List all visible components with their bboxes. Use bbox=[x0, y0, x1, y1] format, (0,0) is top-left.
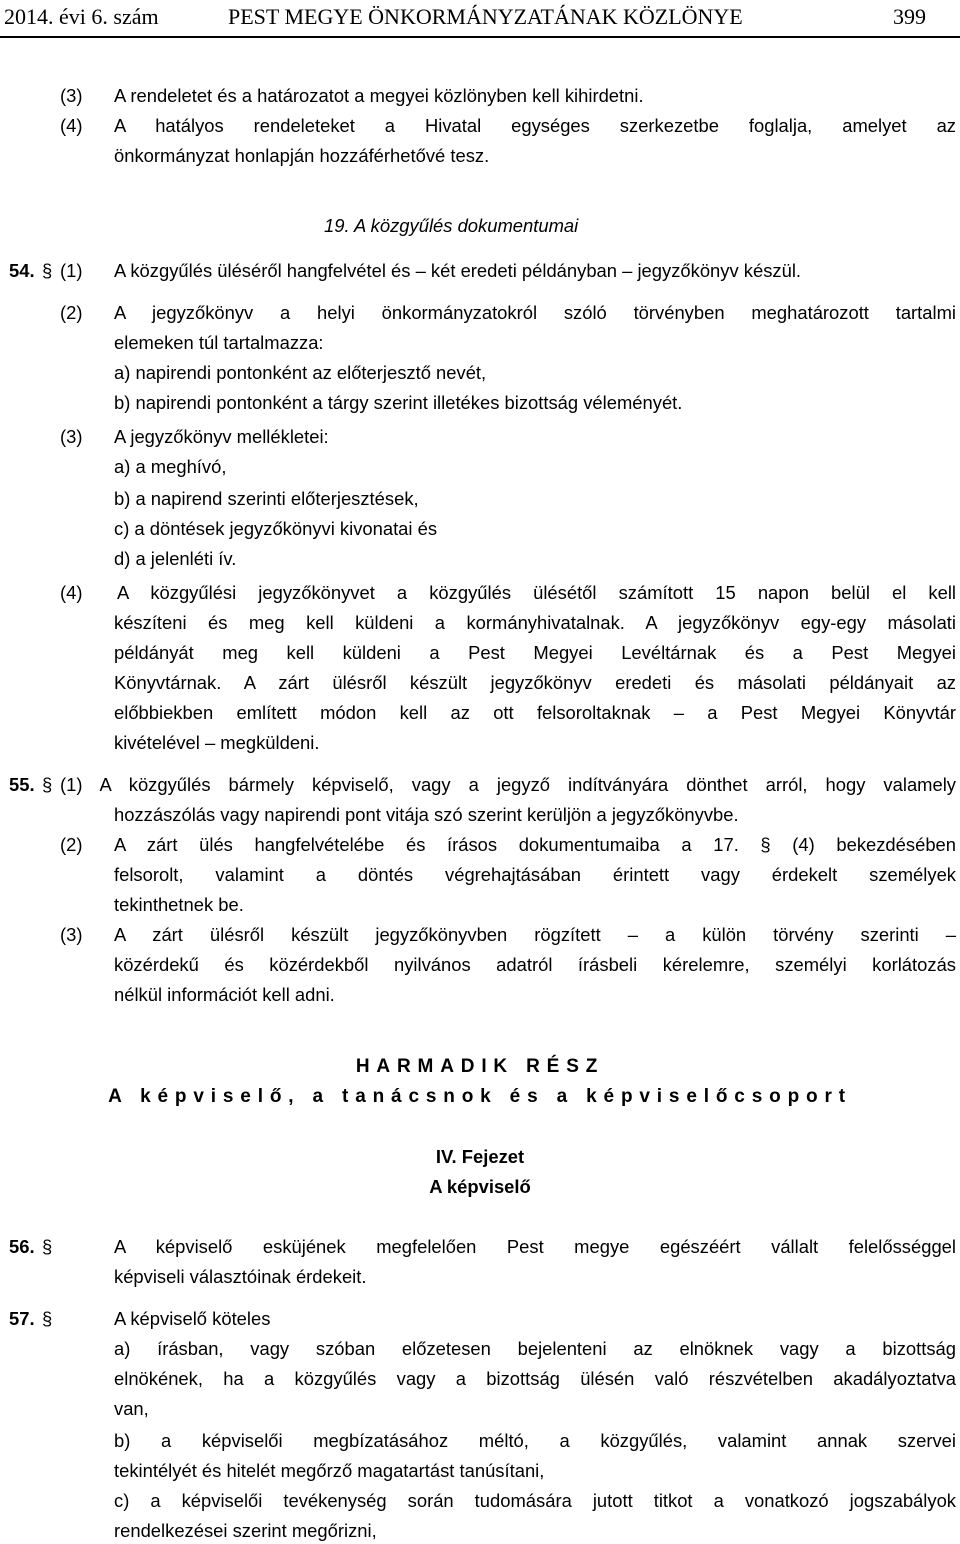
list-item: van, bbox=[114, 1398, 149, 1419]
list-item: c) a képviselői tevékenység során tudomására jutott titkot a vonatkozó jogszabályok bbox=[114, 1490, 956, 1511]
para-text: A zárt ülés hangfelvételébe és írásos dokumentumaiba a 17. § (4) bekezdésében bbox=[114, 834, 956, 855]
list-item: b) a képviselői megbízatásához méltó, a közgyűlés, valamint annak szervei bbox=[114, 1430, 956, 1451]
para-number: (3) bbox=[60, 426, 83, 447]
list-item: a) a meghívó, bbox=[114, 456, 227, 477]
section-number: 55. bbox=[9, 774, 35, 795]
para-text: A rendeletet és a határozatot a megyei közlönyben kell kihirdetni. bbox=[114, 85, 644, 106]
para-text: A képviselő köteles bbox=[114, 1308, 271, 1329]
list-item: a) írásban, vagy szóban előzetesen bejelenteni az elnöknek vagy a bizottság bbox=[114, 1338, 956, 1359]
list-item: b) napirendi pontonként a tárgy szerint illetékes bizottság véleményét. bbox=[114, 392, 683, 413]
para-text: hozzászólás vagy napirendi pont vitája szó szerint kerüljön a jegyzőkönyvbe. bbox=[114, 804, 739, 825]
para-text: elemeken túl tartalmazza: bbox=[114, 332, 324, 353]
para-text: nélkül információt kell adni. bbox=[114, 984, 335, 1005]
para-text: A hatályos rendeleteket a Hivatal egységes szerkezetbe foglalja, amelyet az bbox=[114, 115, 956, 136]
para-text: készíteni és meg kell küldeni a kormányhivatalnak. A jegyzőkönyv egy-egy másolati bbox=[114, 612, 956, 633]
list-item: rendelkezései szerint megőrizni, bbox=[114, 1520, 377, 1541]
para-text: (1) A közgyűlés bármely képviselő, vagy a jegyző indítványára dönthet arról, hogy valamely bbox=[60, 774, 956, 795]
issue-label: 2014. évi 6. szám bbox=[4, 4, 159, 29]
section-number: 56. bbox=[9, 1236, 35, 1257]
list-item: c) a döntések jegyzőkönyvi kivonatai és bbox=[114, 518, 438, 539]
para-text: A jegyzőkönyv mellékletei: bbox=[114, 426, 329, 447]
para-text: felsorolt, valamint a döntés végrehajtásában érintett vagy érdekelt személyek bbox=[114, 864, 956, 885]
part-title: HARMADIK RÉSZ bbox=[355, 1056, 605, 1077]
list-item: b) a napirend szerinti előterjesztések, bbox=[114, 488, 419, 509]
list-item: elnökének, ha a közgyűlés vagy a bizottság ülésén való részvételben akadályoztatva bbox=[114, 1368, 956, 1389]
para-text: előbbiekben említett módon kell az ott felsoroltaknak – a Pest Megyei Könyvtár bbox=[114, 702, 956, 723]
para-text: közérdekű és közérdekből nyilvános adatról írásbeli kérelemre, személyi korlátozás bbox=[114, 954, 956, 975]
para-number: (4) bbox=[60, 115, 83, 136]
para-text: kivételével – megküldeni. bbox=[114, 732, 320, 753]
para-text: A képviselő esküjének megfelelően Pest megye egészéért vállalt felelősséggel bbox=[114, 1236, 956, 1257]
chapter-subtitle: A képviselő bbox=[429, 1176, 531, 1197]
section-sign: § bbox=[42, 260, 53, 281]
page-number: 399 bbox=[893, 4, 926, 29]
section-number: 57. bbox=[9, 1308, 35, 1329]
para-number: (3) bbox=[60, 85, 83, 106]
para-number: (2) bbox=[60, 834, 83, 855]
journal-title: PEST MEGYE ÖNKORMÁNYZATÁNAK KÖZLÖNYE bbox=[228, 4, 743, 29]
section-sign: § bbox=[42, 1236, 53, 1257]
section-title: 19. A közgyűlés dokumentumai bbox=[324, 215, 579, 236]
section-number: 54. bbox=[9, 260, 35, 281]
list-item: tekintélyét és hitelét megőrző magatartást tanúsítani, bbox=[114, 1460, 545, 1481]
para-text: Könyvtárnak. A zárt ülésről készült jegyzőkönyv eredeti és másolati példányait az bbox=[114, 672, 956, 693]
chapter-title: IV. Fejezet bbox=[435, 1146, 525, 1167]
para-text: A közgyűlési jegyzőkönyvet a közgyűlés ülésétől számított 15 napon belül el kell bbox=[117, 582, 956, 603]
para-text: önkormányzat honlapján hozzáférhetővé tesz. bbox=[114, 145, 490, 166]
para-number: (3) bbox=[60, 924, 83, 945]
para-text: A zárt ülésről készült jegyzőkönyvben rögzített – a külön törvény szerinti – bbox=[114, 924, 956, 945]
list-item: a) napirendi pontonként az előterjesztő nevét, bbox=[114, 362, 487, 383]
para-number: (1) bbox=[60, 260, 83, 281]
para-text: A közgyűlés üléséről hangfelvétel és – két eredeti példányban – jegyzőkönyv készül. bbox=[114, 260, 802, 281]
para-text: képviseli választóinak érdekeit. bbox=[114, 1266, 367, 1287]
list-item: d) a jelenléti ív. bbox=[114, 548, 237, 569]
section-sign: § bbox=[42, 1308, 53, 1329]
page-header bbox=[0, 2, 960, 38]
para-text: példányát meg kell küldeni a Pest Megyei Levéltárnak és a Pest Megyei bbox=[114, 642, 956, 663]
para-text: tekinthetnek be. bbox=[114, 894, 244, 915]
part-subtitle: A képviselő, a tanácsnok és a képviselőcsoport bbox=[108, 1086, 852, 1107]
para-number: (2) bbox=[60, 302, 83, 323]
para-number: (4) bbox=[60, 582, 83, 603]
para-text: A jegyzőkönyv a helyi önkormányzatokról szóló törvényben meghatározott tartalmi bbox=[114, 302, 956, 323]
section-sign: § bbox=[42, 774, 53, 795]
